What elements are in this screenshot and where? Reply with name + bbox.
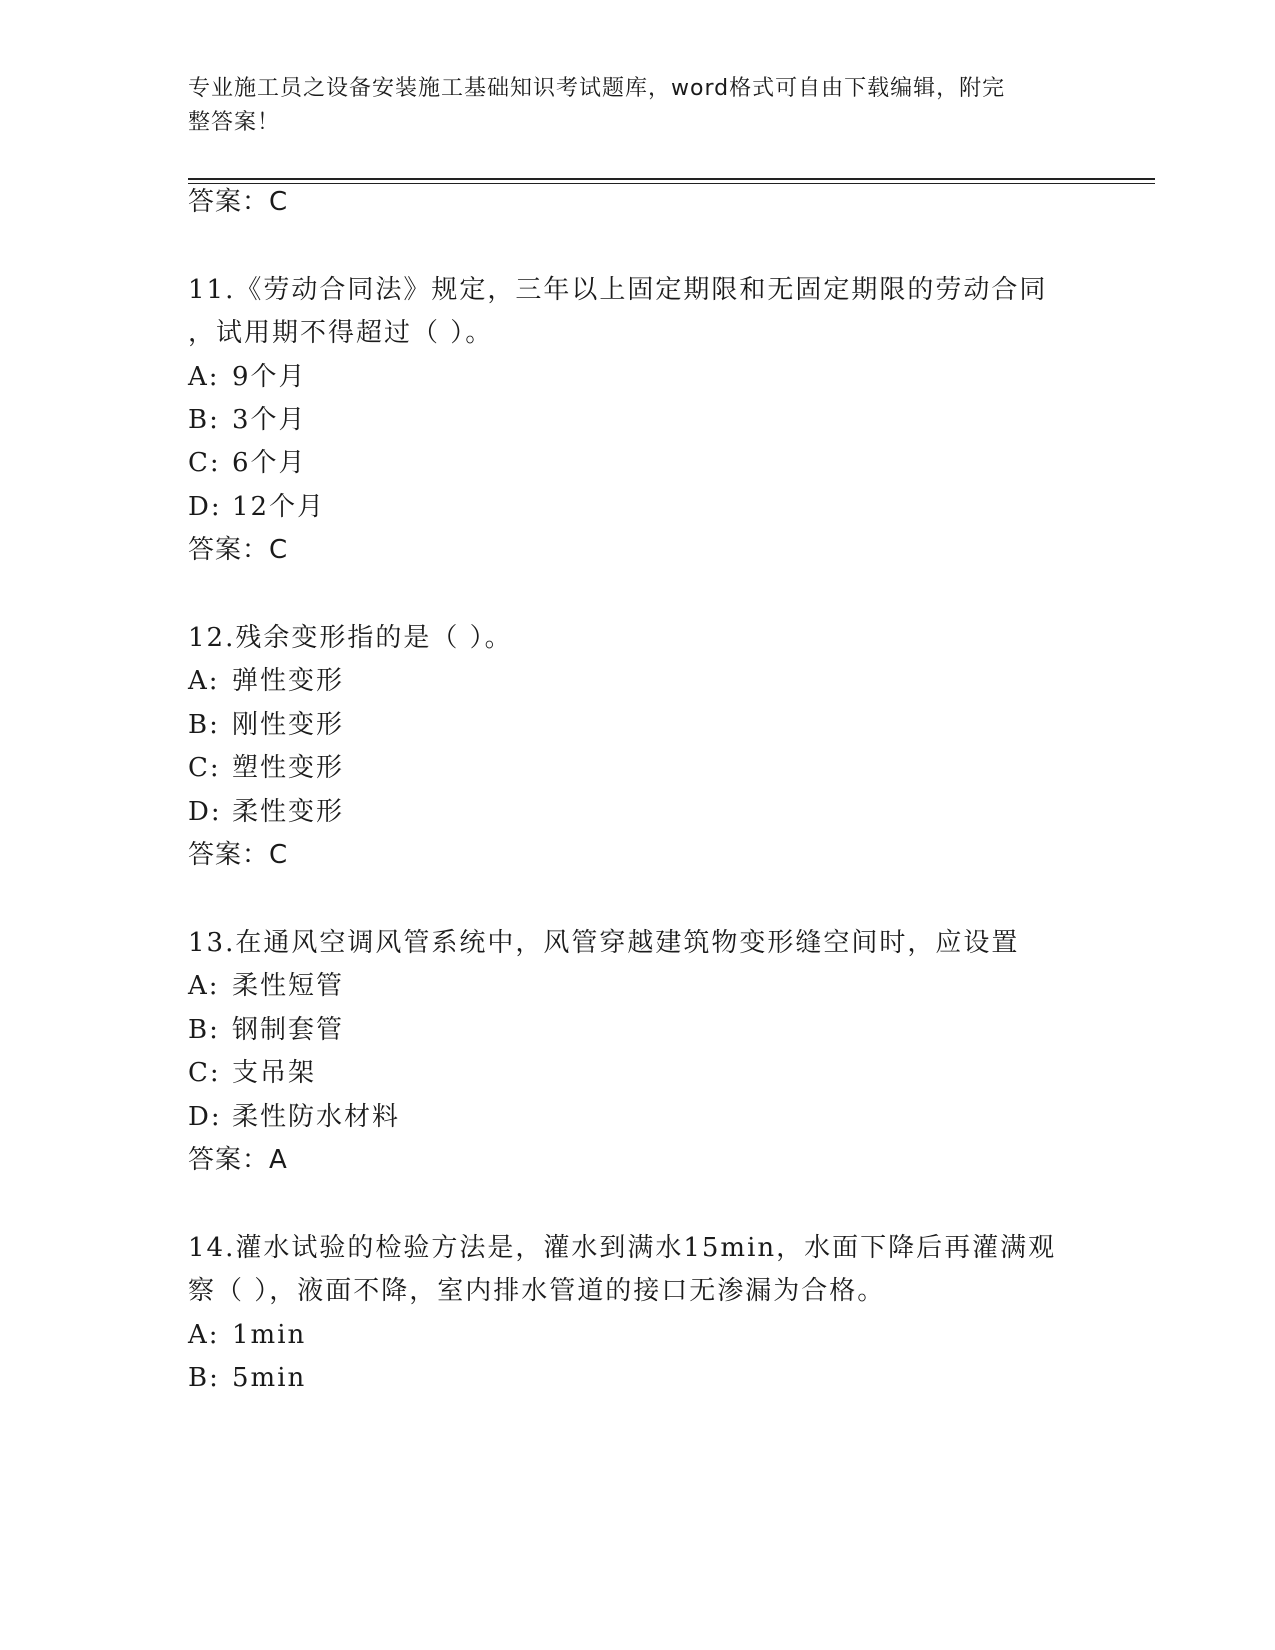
answer-label: 答案： [188, 187, 270, 217]
question-14-stem-line-2: 察（ ），液面不降，室内排水管道的接口无渗漏为合格。 [188, 1276, 886, 1306]
option-key: B: [188, 1015, 220, 1045]
question-13-option-b [188, 1014, 344, 1046]
question-11-stem-line-2: ，试用期不得超过（ ）。 [188, 318, 494, 348]
question-14-option-a [188, 1319, 306, 1351]
option-key: A: [188, 362, 220, 392]
answer-label: 答案： [188, 535, 270, 565]
question-13-option-c [188, 1057, 316, 1089]
option-key: B: [188, 710, 220, 740]
option-text: 刚性变形 [232, 710, 345, 740]
question-12-stem-line-1: 12.残余变形指的是（ ）。 [188, 623, 513, 653]
option-key: B: [188, 1363, 220, 1393]
question-12-option-d [188, 796, 344, 828]
option-text: 支吊架 [232, 1058, 317, 1088]
option-key: A: [188, 1320, 220, 1350]
header-line-1: 专业施工员之设备安装施工基础知识考试题库，word格式可自由下载编辑，附完 [188, 76, 1006, 101]
option-text: 弹性变形 [232, 666, 345, 696]
question-14-option-b [188, 1362, 306, 1394]
answer-value: C [269, 187, 289, 217]
answer-value: A [269, 1145, 288, 1175]
answer-value: C [269, 535, 289, 565]
option-key: B: [188, 405, 220, 435]
document-header [188, 72, 1068, 140]
question-13-option-a [188, 970, 344, 1002]
option-key: A: [188, 666, 220, 696]
previous-answer [188, 186, 288, 218]
option-key: C: [188, 1058, 221, 1088]
option-text: 柔性变形 [232, 797, 345, 827]
option-text: 柔性防水材料 [232, 1102, 401, 1132]
option-key: C: [188, 448, 221, 478]
question-11-answer [188, 534, 288, 566]
option-text: 12个月 [232, 492, 326, 522]
question-11-stem-line-1: 11.《劳动合同法》规定，三年以上固定期限和无固定期限的劳动合同 [188, 275, 1048, 305]
question-11-option-a [188, 361, 307, 393]
option-key: A: [188, 971, 220, 1001]
option-key: D: [188, 492, 222, 522]
question-12-option-b [188, 709, 344, 741]
question-13-option-d [188, 1101, 400, 1133]
question-14-stem-line-1: 14.灌水试验的检验方法是，灌水到满水15min，水面下降后再灌满观 [188, 1233, 1057, 1263]
question-12-option-a [188, 665, 344, 697]
option-text: 6个月 [232, 448, 307, 478]
question-12-option-c [188, 752, 344, 784]
option-text: 9个月 [232, 362, 307, 392]
option-text: 1min [232, 1320, 307, 1350]
option-key: D: [188, 797, 222, 827]
option-text: 5min [232, 1363, 307, 1393]
header-line-2: 整答案！ [188, 110, 281, 135]
question-11-option-c [188, 447, 307, 479]
header-divider-thick [188, 178, 1155, 180]
question-11-option-d [188, 491, 325, 523]
option-text: 柔性短管 [232, 971, 345, 1001]
question-11-option-b [188, 404, 307, 436]
question-12-answer [188, 839, 288, 871]
header-divider-thin [188, 183, 1155, 184]
answer-label: 答案： [188, 1145, 270, 1175]
option-text: 3个月 [232, 405, 307, 435]
option-text: 钢制套管 [232, 1015, 345, 1045]
option-key: C: [188, 753, 221, 783]
option-key: D: [188, 1102, 222, 1132]
answer-value: C [269, 840, 289, 870]
question-13-answer [188, 1144, 288, 1176]
option-text: 塑性变形 [232, 753, 345, 783]
question-13-stem-line-1: 13.在通风空调风管系统中，风管穿越建筑物变形缝空间时，应设置 [188, 928, 1020, 958]
answer-label: 答案： [188, 840, 270, 870]
